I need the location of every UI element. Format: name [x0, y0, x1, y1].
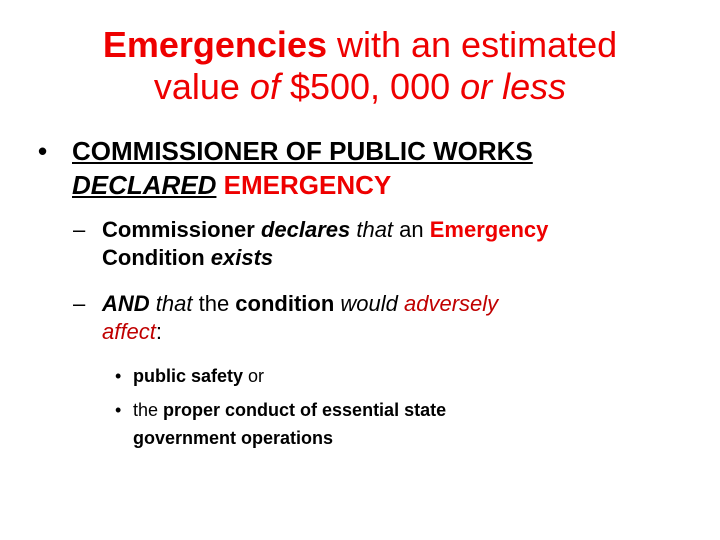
- bullet-marker: •: [115, 366, 122, 386]
- bullet-text: [72, 134, 712, 202]
- sub-bullet-text: [102, 216, 692, 272]
- title-text-a: with an estimated: [326, 24, 618, 65]
- word-public-safety: public safety: [133, 366, 244, 386]
- word-the: the: [192, 291, 236, 316]
- word-that: that: [350, 217, 394, 242]
- word-proper-conduct: proper conduct of essential state: [163, 400, 447, 420]
- word-affect: affect: [102, 319, 156, 344]
- dash-marker: –: [73, 217, 86, 242]
- title-line-2: [0, 66, 720, 108]
- word-emergency: Emergency: [429, 217, 549, 242]
- word-condition: condition: [235, 291, 335, 316]
- title-emergencies: Emergencies: [102, 24, 327, 65]
- word-exists: exists: [210, 245, 274, 270]
- title-or-less: or less: [460, 66, 567, 107]
- declared-text: DECLARED: [72, 170, 217, 200]
- sub-line-2: [102, 244, 692, 272]
- word-an: an: [393, 217, 430, 242]
- word-adversely: adversely: [404, 291, 499, 316]
- sub-sub-line-1: [133, 396, 673, 424]
- sub-line-1: [102, 216, 692, 244]
- word-commissioner: Commissioner: [102, 217, 261, 242]
- bullet-line-1: COMMISSIONER OF PUBLIC WORKS: [72, 136, 533, 166]
- bullet-line-2: [72, 168, 712, 202]
- sub-sub-bullet-text: [133, 362, 673, 390]
- colon: :: [155, 319, 162, 344]
- sub-line-2: [102, 318, 692, 346]
- word-declares: declares: [260, 217, 351, 242]
- title-text-b: value: [153, 66, 250, 107]
- word-condition: Condition: [102, 245, 211, 270]
- emergency-text: EMERGENCY: [216, 170, 392, 200]
- word-that: that: [149, 291, 193, 316]
- bullet-marker: •: [38, 136, 48, 166]
- word-and: AND: [102, 291, 150, 316]
- sub-sub-line-2: government operations: [133, 428, 334, 448]
- bullet-marker: •: [115, 400, 122, 420]
- dash-marker: –: [73, 291, 86, 316]
- title-of: of: [249, 66, 280, 107]
- title-amount: $500, 000: [279, 66, 461, 107]
- sub-sub-bullet-text: [133, 396, 673, 452]
- sub-line-1: [102, 290, 692, 318]
- word-the: the: [133, 400, 164, 420]
- title-line-1: [0, 24, 720, 66]
- word-or: or: [243, 366, 265, 386]
- word-would: would: [334, 291, 404, 316]
- slide-title: [0, 24, 720, 108]
- sub-bullet-text: [102, 290, 692, 346]
